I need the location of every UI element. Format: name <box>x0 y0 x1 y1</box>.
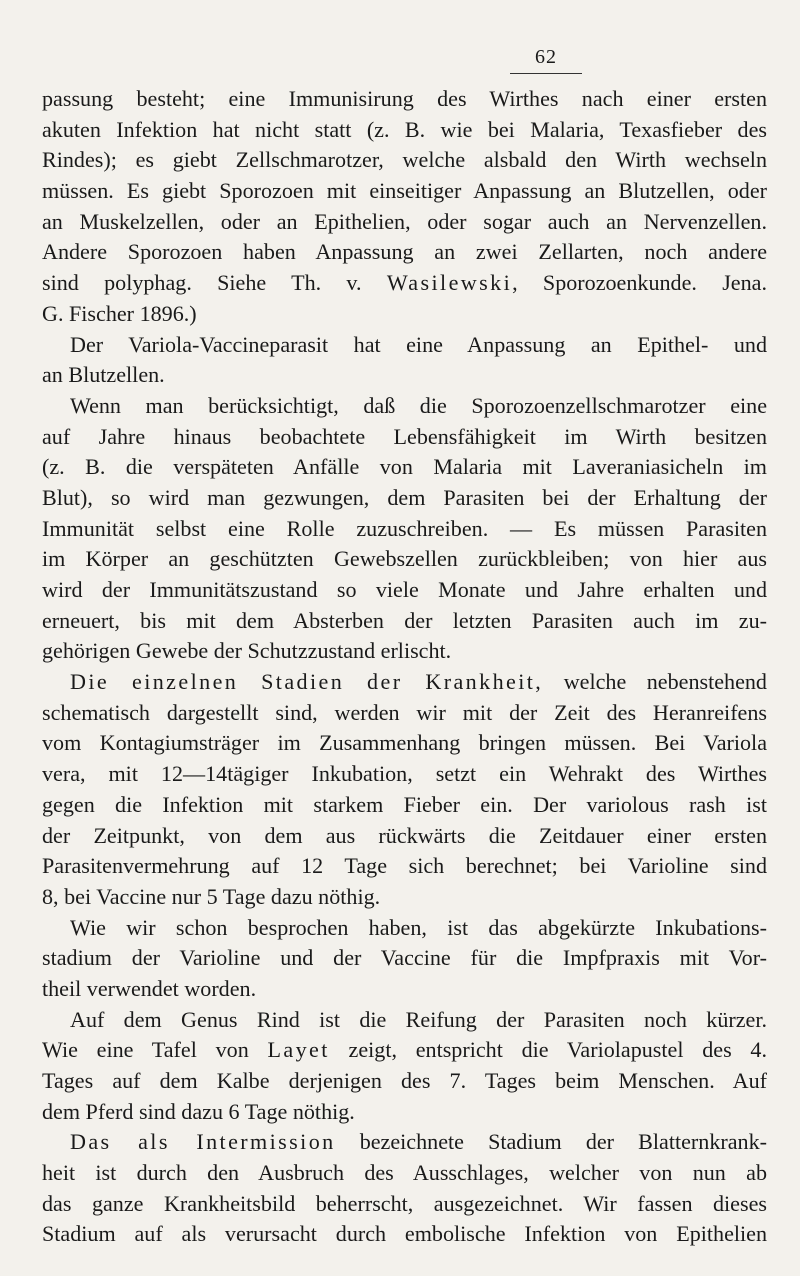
text-line: Der Variola-Vaccineparasit hat eine Anpassung an Epithel- und <box>70 331 767 357</box>
text-line: Wie wir schon besprochen haben, ist das abgekürzte Inkubations- <box>70 914 767 940</box>
text-line: auf Jahre hinaus beobachtete Lebensfähigkeit im Wirth besitzen <box>42 423 767 449</box>
text-line: müssen. Es giebt Sporozoen mit einseitiger Anpassung an Blutzellen, oder <box>42 178 767 204</box>
body-text <box>42 84 767 1250</box>
text-line: im Körper an geschützten Gewebszellen zurückbleiben; von hier aus <box>42 546 767 572</box>
text-line: Stadium auf als verursacht durch embolische Infektion von Epithelien <box>42 1221 767 1247</box>
text-line: Immunität selbst eine Rolle zuzuschreiben. — Es müssen Parasiten <box>42 515 767 541</box>
text-line: heit ist durch den Ausbruch des Ausschlages, welcher von nun ab <box>42 1160 767 1186</box>
text-line: sind polyphag. Siehe Th. v. Wasilewski, Sporozoenkunde. Jena. <box>42 270 767 296</box>
text-line: Rindes); es giebt Zellschmarotzer, welche alsbald den Wirth wechseln <box>42 147 767 173</box>
spaced-emphasis: Das als Intermission <box>70 1129 336 1155</box>
text-line: 8, bei Vaccine nur 5 Tage dazu nöthig. <box>42 883 381 909</box>
text-line: gehörigen Gewebe der Schutzzustand erlischt. <box>42 638 452 664</box>
text-line: vera, mit 12—14tägiger Inkubation, setzt ein Wehrakt des Wirthes <box>42 761 767 787</box>
text-line: der Zeitpunkt, von dem aus rückwärts die Zeitdauer einer ersten <box>42 822 767 848</box>
text-line: das ganze Krankheitsbild beherrscht, ausgezeichnet. Wir fassen dieses <box>42 1190 767 1216</box>
text-line: gegen die Infektion mit starkem Fieber ein. Der variolous rash ist <box>42 791 767 817</box>
text-line: wird der Immunitätszustand so viele Monate und Jahre erhalten und <box>42 577 767 602</box>
text-line: an Blutzellen. <box>42 362 165 388</box>
text-line: Wie eine Tafel von Layet zeigt, entspricht die Variolapustel des 4. <box>42 1037 767 1063</box>
text-line: Blut), so wird man gezwungen, dem Parasiten bei der Erhaltung der <box>42 484 767 510</box>
text-line: G. Fischer 1896.) <box>42 300 197 326</box>
text-line: Wenn man berücksichtigt, daß die Sporozoenzellschmarotzer eine <box>70 392 767 418</box>
text-line: Andere Sporozoen haben Anpassung an zwei Zellarten, noch andere <box>42 239 767 265</box>
text-line: Tages auf dem Kalbe derjenigen des 7. Tages beim Menschen. Auf <box>42 1068 767 1093</box>
spaced-emphasis: Die einzelnen Stadien der Krankheit, <box>70 669 544 695</box>
text-line: schematisch dargestellt sind, werden wir mit der Zeit des Heranreifens <box>42 699 767 725</box>
text-line: Auf dem Genus Rind ist die Reifung der Parasiten noch kürzer. <box>70 1006 767 1032</box>
page-number: 62 <box>510 46 582 74</box>
text-line: passung besteht; eine Immunisirung des Wirthes nach einer ersten <box>42 86 767 111</box>
spaced-emphasis: Layet <box>267 1037 330 1063</box>
text-line: Parasitenvermehrung auf 12 Tage sich berechnet; bei Varioline sind <box>42 853 767 879</box>
text-line: Das als Intermission bezeichnete Stadium der Blatternkrank- <box>70 1129 767 1155</box>
text-line: an Muskelzellen, oder an Epithelien, oder sogar auch an Nervenzellen. <box>42 208 767 234</box>
text-line: stadium der Varioline und der Vaccine für die Impfpraxis mit Vor- <box>42 945 767 971</box>
text-line: erneuert, bis mit dem Absterben der letzten Parasiten auch im zu- <box>42 607 767 633</box>
text-line: vom Kontagiumsträger im Zusammenhang bringen müssen. Bei Variola <box>42 730 767 756</box>
text-line: theil verwendet worden. <box>42 975 257 1001</box>
spaced-emphasis: Wasilewski <box>386 270 513 296</box>
text-line: (z. B. die verspäteten Anfälle von Malaria mit Laveraniasicheln im <box>42 454 767 480</box>
text-line: Die einzelnen Stadien der Krankheit, welche nebenstehend <box>70 669 767 695</box>
text-line: akuten Infektion hat nicht statt (z. B. wie bei Malaria, Texasfieber des <box>42 116 767 142</box>
text-line: dem Pferd sind dazu 6 Tage nöthig. <box>42 1098 355 1124</box>
